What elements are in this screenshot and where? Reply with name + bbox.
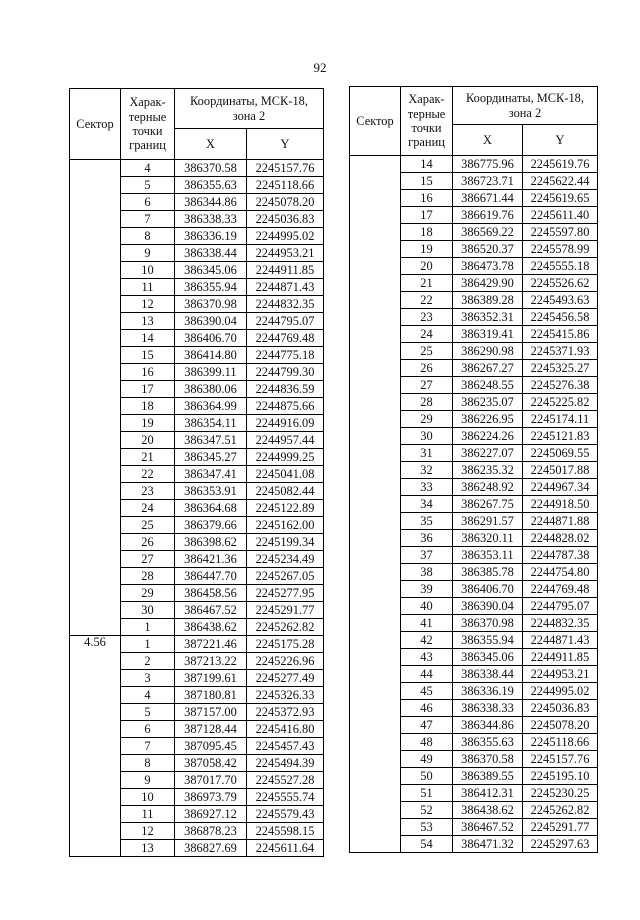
y-coordinate-cell: 2244871.43 xyxy=(523,632,598,649)
y-coordinate-cell: 2245494.39 xyxy=(247,755,324,772)
sector-header: Сектор xyxy=(350,87,401,156)
x-coordinate-cell: 386345.27 xyxy=(175,449,247,466)
y-coordinate-cell: 2245291.77 xyxy=(523,819,598,836)
y-coordinate-cell: 2245162.00 xyxy=(247,517,324,534)
x-coordinate-cell: 386347.41 xyxy=(175,466,247,483)
y-coordinate-cell: 2244875.66 xyxy=(247,398,324,415)
x-coordinate-cell: 387095.45 xyxy=(175,738,247,755)
y-coordinate-cell: 2245493.63 xyxy=(523,292,598,309)
y-coordinate-cell: 2245069.55 xyxy=(523,445,598,462)
point-number-cell: 37 xyxy=(401,547,453,564)
point-number-cell: 6 xyxy=(121,194,175,211)
point-number-cell: 18 xyxy=(121,398,175,415)
x-coordinate-cell: 386345.06 xyxy=(175,262,247,279)
y-coordinate-cell: 2244911.85 xyxy=(247,262,324,279)
sector-cell xyxy=(70,160,121,636)
x-coordinate-cell: 386235.07 xyxy=(453,394,523,411)
point-number-cell: 9 xyxy=(121,772,175,789)
x-coordinate-cell: 386320.11 xyxy=(453,530,523,547)
x-coordinate-cell: 386355.63 xyxy=(175,177,247,194)
point-number-cell: 30 xyxy=(401,428,453,445)
point-number-cell: 22 xyxy=(401,292,453,309)
x-coordinate-cell: 386438.62 xyxy=(175,619,247,636)
x-coordinate-cell: 386353.91 xyxy=(175,483,247,500)
y-coordinate-cell: 2245555.18 xyxy=(523,258,598,275)
y-coordinate-cell: 2244911.85 xyxy=(523,649,598,666)
y-coordinate-cell: 2245157.76 xyxy=(247,160,324,177)
point-number-cell: 23 xyxy=(121,483,175,500)
x-coordinate-cell: 386412.31 xyxy=(453,785,523,802)
point-number-cell: 8 xyxy=(121,755,175,772)
point-number-cell: 29 xyxy=(401,411,453,428)
table-row xyxy=(70,636,324,653)
y-coordinate-cell: 2244832.35 xyxy=(247,296,324,313)
page-number: 92 xyxy=(313,60,327,75)
point-number-cell: 52 xyxy=(401,802,453,819)
x-coordinate-cell: 386355.94 xyxy=(175,279,247,296)
x-coordinate-cell: 386447.70 xyxy=(175,568,247,585)
table-row xyxy=(350,156,598,173)
x-coordinate-cell: 386458.56 xyxy=(175,585,247,602)
x-coordinate-cell: 386775.96 xyxy=(453,156,523,173)
table-body xyxy=(350,156,598,853)
point-number-cell: 42 xyxy=(401,632,453,649)
point-number-cell: 19 xyxy=(401,241,453,258)
x-coordinate-cell: 386338.33 xyxy=(175,211,247,228)
point-number-cell: 31 xyxy=(401,445,453,462)
point-number-cell: 53 xyxy=(401,819,453,836)
x-coordinate-cell: 387058.42 xyxy=(175,755,247,772)
y-coordinate-cell: 2245174.11 xyxy=(523,411,598,428)
point-number-cell: 6 xyxy=(121,721,175,738)
point-number-cell: 23 xyxy=(401,309,453,326)
y-coordinate-cell: 2245325.27 xyxy=(523,360,598,377)
point-number-cell: 12 xyxy=(121,823,175,840)
y-coordinate-cell: 2245416.80 xyxy=(247,721,324,738)
y-coordinate-cell: 2245611.64 xyxy=(247,840,324,857)
x-coordinate-cell: 386345.06 xyxy=(453,649,523,666)
y-coordinate-cell: 2245619.65 xyxy=(523,190,598,207)
point-number-cell: 15 xyxy=(401,173,453,190)
y-coordinate-cell: 2245291.77 xyxy=(247,602,324,619)
y-coordinate-cell: 2245372.93 xyxy=(247,704,324,721)
point-number-cell: 26 xyxy=(401,360,453,377)
y-coordinate-cell: 2244918.50 xyxy=(523,496,598,513)
sector-cell: 4.56 xyxy=(70,636,121,857)
y-coordinate-cell: 2244957.44 xyxy=(247,432,324,449)
y-coordinate-cell: 2245555.74 xyxy=(247,789,324,806)
y-coordinate-cell: 2245527.28 xyxy=(247,772,324,789)
point-number-cell: 8 xyxy=(121,228,175,245)
y-coordinate-cell: 2245122.89 xyxy=(247,500,324,517)
point-number-cell: 45 xyxy=(401,683,453,700)
x-coordinate-cell: 386227.07 xyxy=(453,445,523,462)
y-coordinate-cell: 2245277.49 xyxy=(247,670,324,687)
point-number-cell: 49 xyxy=(401,751,453,768)
point-number-cell: 26 xyxy=(121,534,175,551)
x-coordinate-cell: 386379.66 xyxy=(175,517,247,534)
y-header: Y xyxy=(523,125,598,156)
point-number-cell: 46 xyxy=(401,700,453,717)
point-number-cell: 11 xyxy=(121,806,175,823)
x-coordinate-cell: 386224.26 xyxy=(453,428,523,445)
x-coordinate-cell: 386353.11 xyxy=(453,547,523,564)
x-coordinate-cell: 386973.79 xyxy=(175,789,247,806)
table-row xyxy=(70,160,324,177)
x-coordinate-cell: 386406.70 xyxy=(175,330,247,347)
y-coordinate-cell: 2245526.62 xyxy=(523,275,598,292)
point-number-cell: 28 xyxy=(121,568,175,585)
table-body xyxy=(70,160,324,857)
point-number-cell: 54 xyxy=(401,836,453,853)
point-number-cell: 4 xyxy=(121,687,175,704)
y-coordinate-cell: 2245230.25 xyxy=(523,785,598,802)
y-coordinate-cell: 2245175.28 xyxy=(247,636,324,653)
point-number-cell: 7 xyxy=(121,738,175,755)
x-coordinate-cell: 386344.86 xyxy=(453,717,523,734)
y-coordinate-cell: 2244995.02 xyxy=(247,228,324,245)
y-coordinate-cell: 2245326.33 xyxy=(247,687,324,704)
y-coordinate-cell: 2245226.96 xyxy=(247,653,324,670)
table-header xyxy=(70,89,324,160)
y-coordinate-cell: 2244769.48 xyxy=(523,581,598,598)
x-coordinate-cell: 386291.57 xyxy=(453,513,523,530)
point-number-cell: 32 xyxy=(401,462,453,479)
y-coordinate-cell: 2245277.95 xyxy=(247,585,324,602)
x-coordinate-cell: 386336.19 xyxy=(175,228,247,245)
y-coordinate-cell: 2244871.43 xyxy=(247,279,324,296)
point-number-cell: 4 xyxy=(121,160,175,177)
x-coordinate-cell: 386390.04 xyxy=(175,313,247,330)
point-number-cell: 51 xyxy=(401,785,453,802)
x-coordinate-cell: 387213.22 xyxy=(175,653,247,670)
y-coordinate-cell: 2244967.34 xyxy=(523,479,598,496)
y-coordinate-cell: 2245041.08 xyxy=(247,466,324,483)
table-header xyxy=(350,87,598,156)
coordinates-table-right xyxy=(349,86,598,853)
point-number-cell: 1 xyxy=(121,636,175,653)
x-coordinate-cell: 386344.86 xyxy=(175,194,247,211)
point-number-cell: 25 xyxy=(401,343,453,360)
y-coordinate-cell: 2245078.20 xyxy=(247,194,324,211)
x-coordinate-cell: 386471.32 xyxy=(453,836,523,853)
x-coordinate-cell: 386319.41 xyxy=(453,326,523,343)
y-coordinate-cell: 2244836.59 xyxy=(247,381,324,398)
x-coordinate-cell: 386235.32 xyxy=(453,462,523,479)
y-coordinate-cell: 2244832.35 xyxy=(523,615,598,632)
point-number-cell: 30 xyxy=(121,602,175,619)
point-number-cell: 14 xyxy=(121,330,175,347)
point-number-cell: 35 xyxy=(401,513,453,530)
x-coordinate-cell: 386338.44 xyxy=(175,245,247,262)
x-coordinate-cell: 386723.71 xyxy=(453,173,523,190)
y-coordinate-cell: 2245619.76 xyxy=(523,156,598,173)
point-number-cell: 25 xyxy=(121,517,175,534)
point-number-cell: 50 xyxy=(401,768,453,785)
y-coordinate-cell: 2245195.10 xyxy=(523,768,598,785)
x-coordinate-cell: 386370.58 xyxy=(453,751,523,768)
points-header: Харак-терные точки границ xyxy=(401,87,453,156)
x-coordinate-cell: 386878.23 xyxy=(175,823,247,840)
x-coordinate-cell: 386370.98 xyxy=(175,296,247,313)
y-coordinate-cell: 2245578.99 xyxy=(523,241,598,258)
x-coordinate-cell: 386355.94 xyxy=(453,632,523,649)
point-number-cell: 34 xyxy=(401,496,453,513)
point-number-cell: 27 xyxy=(401,377,453,394)
x-header: X xyxy=(175,129,247,160)
y-coordinate-cell: 2245276.38 xyxy=(523,377,598,394)
y-coordinate-cell: 2245234.49 xyxy=(247,551,324,568)
point-number-cell: 47 xyxy=(401,717,453,734)
x-coordinate-cell: 386267.27 xyxy=(453,360,523,377)
point-number-cell: 39 xyxy=(401,581,453,598)
point-number-cell: 16 xyxy=(121,364,175,381)
x-coordinate-cell: 387128.44 xyxy=(175,721,247,738)
point-number-cell: 41 xyxy=(401,615,453,632)
point-number-cell: 21 xyxy=(121,449,175,466)
point-number-cell: 10 xyxy=(121,789,175,806)
y-coordinate-cell: 2244953.21 xyxy=(523,666,598,683)
x-coordinate-cell: 386429.90 xyxy=(453,275,523,292)
point-number-cell: 48 xyxy=(401,734,453,751)
y-coordinate-cell: 2245297.63 xyxy=(523,836,598,853)
x-coordinate-cell: 386406.70 xyxy=(453,581,523,598)
point-number-cell: 11 xyxy=(121,279,175,296)
x-coordinate-cell: 386827.69 xyxy=(175,840,247,857)
sector-header: Сектор xyxy=(70,89,121,160)
y-coordinate-cell: 2245457.43 xyxy=(247,738,324,755)
x-coordinate-cell: 386347.51 xyxy=(175,432,247,449)
point-number-cell: 20 xyxy=(401,258,453,275)
x-coordinate-cell: 386569.22 xyxy=(453,224,523,241)
point-number-cell: 19 xyxy=(121,415,175,432)
x-coordinate-cell: 386364.68 xyxy=(175,500,247,517)
x-coordinate-cell: 386467.52 xyxy=(453,819,523,836)
point-number-cell: 1 xyxy=(121,619,175,636)
x-coordinate-cell: 386438.62 xyxy=(453,802,523,819)
point-number-cell: 22 xyxy=(121,466,175,483)
point-number-cell: 5 xyxy=(121,177,175,194)
y-coordinate-cell: 2245415.86 xyxy=(523,326,598,343)
x-header: X xyxy=(453,125,523,156)
x-coordinate-cell: 386336.19 xyxy=(453,683,523,700)
x-coordinate-cell: 386364.99 xyxy=(175,398,247,415)
x-coordinate-cell: 386380.06 xyxy=(175,381,247,398)
x-coordinate-cell: 386267.75 xyxy=(453,496,523,513)
point-number-cell: 17 xyxy=(121,381,175,398)
point-number-cell: 36 xyxy=(401,530,453,547)
point-number-cell: 3 xyxy=(121,670,175,687)
coordinates-table-left xyxy=(69,88,324,857)
y-coordinate-cell: 2245199.34 xyxy=(247,534,324,551)
y-coordinate-cell: 2244799.30 xyxy=(247,364,324,381)
x-coordinate-cell: 386355.63 xyxy=(453,734,523,751)
x-coordinate-cell: 387157.00 xyxy=(175,704,247,721)
x-coordinate-cell: 386421.36 xyxy=(175,551,247,568)
x-coordinate-cell: 386385.78 xyxy=(453,564,523,581)
x-coordinate-cell: 386248.55 xyxy=(453,377,523,394)
y-coordinate-cell: 2245262.82 xyxy=(247,619,324,636)
x-coordinate-cell: 386619.76 xyxy=(453,207,523,224)
x-coordinate-cell: 386338.33 xyxy=(453,700,523,717)
y-coordinate-cell: 2244995.02 xyxy=(523,683,598,700)
point-number-cell: 17 xyxy=(401,207,453,224)
x-coordinate-cell: 386927.12 xyxy=(175,806,247,823)
y-coordinate-cell: 2245017.88 xyxy=(523,462,598,479)
x-coordinate-cell: 386370.98 xyxy=(453,615,523,632)
y-coordinate-cell: 2245598.15 xyxy=(247,823,324,840)
point-number-cell: 20 xyxy=(121,432,175,449)
point-number-cell: 13 xyxy=(121,313,175,330)
y-coordinate-cell: 2245118.66 xyxy=(523,734,598,751)
y-coordinate-cell: 2245371.93 xyxy=(523,343,598,360)
y-coordinate-cell: 2244787.38 xyxy=(523,547,598,564)
point-number-cell: 21 xyxy=(401,275,453,292)
x-coordinate-cell: 386352.31 xyxy=(453,309,523,326)
point-number-cell: 15 xyxy=(121,347,175,364)
y-coordinate-cell: 2245121.83 xyxy=(523,428,598,445)
point-number-cell: 24 xyxy=(401,326,453,343)
y-coordinate-cell: 2245036.83 xyxy=(247,211,324,228)
x-coordinate-cell: 386248.92 xyxy=(453,479,523,496)
point-number-cell: 16 xyxy=(401,190,453,207)
x-coordinate-cell: 386226.95 xyxy=(453,411,523,428)
point-number-cell: 40 xyxy=(401,598,453,615)
y-coordinate-cell: 2244775.18 xyxy=(247,347,324,364)
y-coordinate-cell: 2245262.82 xyxy=(523,802,598,819)
y-coordinate-cell: 2245622.44 xyxy=(523,173,598,190)
y-coordinate-cell: 2245456.58 xyxy=(523,309,598,326)
coords-header: Координаты, МСК-18, зона 2 xyxy=(453,87,598,125)
x-coordinate-cell: 386473.78 xyxy=(453,258,523,275)
y-coordinate-cell: 2244754.80 xyxy=(523,564,598,581)
x-coordinate-cell: 386389.28 xyxy=(453,292,523,309)
y-coordinate-cell: 2244999.25 xyxy=(247,449,324,466)
x-coordinate-cell: 386520.37 xyxy=(453,241,523,258)
point-number-cell: 5 xyxy=(121,704,175,721)
point-number-cell: 13 xyxy=(121,840,175,857)
x-coordinate-cell: 387221.46 xyxy=(175,636,247,653)
y-coordinate-cell: 2245611.40 xyxy=(523,207,598,224)
x-coordinate-cell: 386671.44 xyxy=(453,190,523,207)
point-number-cell: 14 xyxy=(401,156,453,173)
x-coordinate-cell: 386398.62 xyxy=(175,534,247,551)
y-coordinate-cell: 2245597.80 xyxy=(523,224,598,241)
y-header: Y xyxy=(247,129,324,160)
y-coordinate-cell: 2244916.09 xyxy=(247,415,324,432)
x-coordinate-cell: 386399.11 xyxy=(175,364,247,381)
x-coordinate-cell: 386338.44 xyxy=(453,666,523,683)
y-coordinate-cell: 2245579.43 xyxy=(247,806,324,823)
point-number-cell: 18 xyxy=(401,224,453,241)
y-coordinate-cell: 2244828.02 xyxy=(523,530,598,547)
point-number-cell: 27 xyxy=(121,551,175,568)
y-coordinate-cell: 2245267.05 xyxy=(247,568,324,585)
x-coordinate-cell: 387017.70 xyxy=(175,772,247,789)
x-coordinate-cell: 386290.98 xyxy=(453,343,523,360)
y-coordinate-cell: 2245082.44 xyxy=(247,483,324,500)
y-coordinate-cell: 2244953.21 xyxy=(247,245,324,262)
sector-cell xyxy=(350,156,401,853)
y-coordinate-cell: 2245118.66 xyxy=(247,177,324,194)
y-coordinate-cell: 2244871.88 xyxy=(523,513,598,530)
point-number-cell: 10 xyxy=(121,262,175,279)
y-coordinate-cell: 2244769.48 xyxy=(247,330,324,347)
points-header: Харак-терные точки границ xyxy=(121,89,175,160)
x-coordinate-cell: 386467.52 xyxy=(175,602,247,619)
point-number-cell: 9 xyxy=(121,245,175,262)
y-coordinate-cell: 2245225.82 xyxy=(523,394,598,411)
x-coordinate-cell: 386414.80 xyxy=(175,347,247,364)
point-number-cell: 44 xyxy=(401,666,453,683)
point-number-cell: 29 xyxy=(121,585,175,602)
x-coordinate-cell: 387180.81 xyxy=(175,687,247,704)
point-number-cell: 38 xyxy=(401,564,453,581)
point-number-cell: 28 xyxy=(401,394,453,411)
y-coordinate-cell: 2244795.07 xyxy=(247,313,324,330)
y-coordinate-cell: 2244795.07 xyxy=(523,598,598,615)
point-number-cell: 43 xyxy=(401,649,453,666)
point-number-cell: 24 xyxy=(121,500,175,517)
y-coordinate-cell: 2245157.76 xyxy=(523,751,598,768)
coords-header: Координаты, МСК-18, зона 2 xyxy=(175,89,324,129)
point-number-cell: 7 xyxy=(121,211,175,228)
y-coordinate-cell: 2245078.20 xyxy=(523,717,598,734)
x-coordinate-cell: 386389.55 xyxy=(453,768,523,785)
x-coordinate-cell: 387199.61 xyxy=(175,670,247,687)
x-coordinate-cell: 386370.58 xyxy=(175,160,247,177)
point-number-cell: 12 xyxy=(121,296,175,313)
x-coordinate-cell: 386390.04 xyxy=(453,598,523,615)
point-number-cell: 2 xyxy=(121,653,175,670)
y-coordinate-cell: 2245036.83 xyxy=(523,700,598,717)
point-number-cell: 33 xyxy=(401,479,453,496)
x-coordinate-cell: 386354.11 xyxy=(175,415,247,432)
